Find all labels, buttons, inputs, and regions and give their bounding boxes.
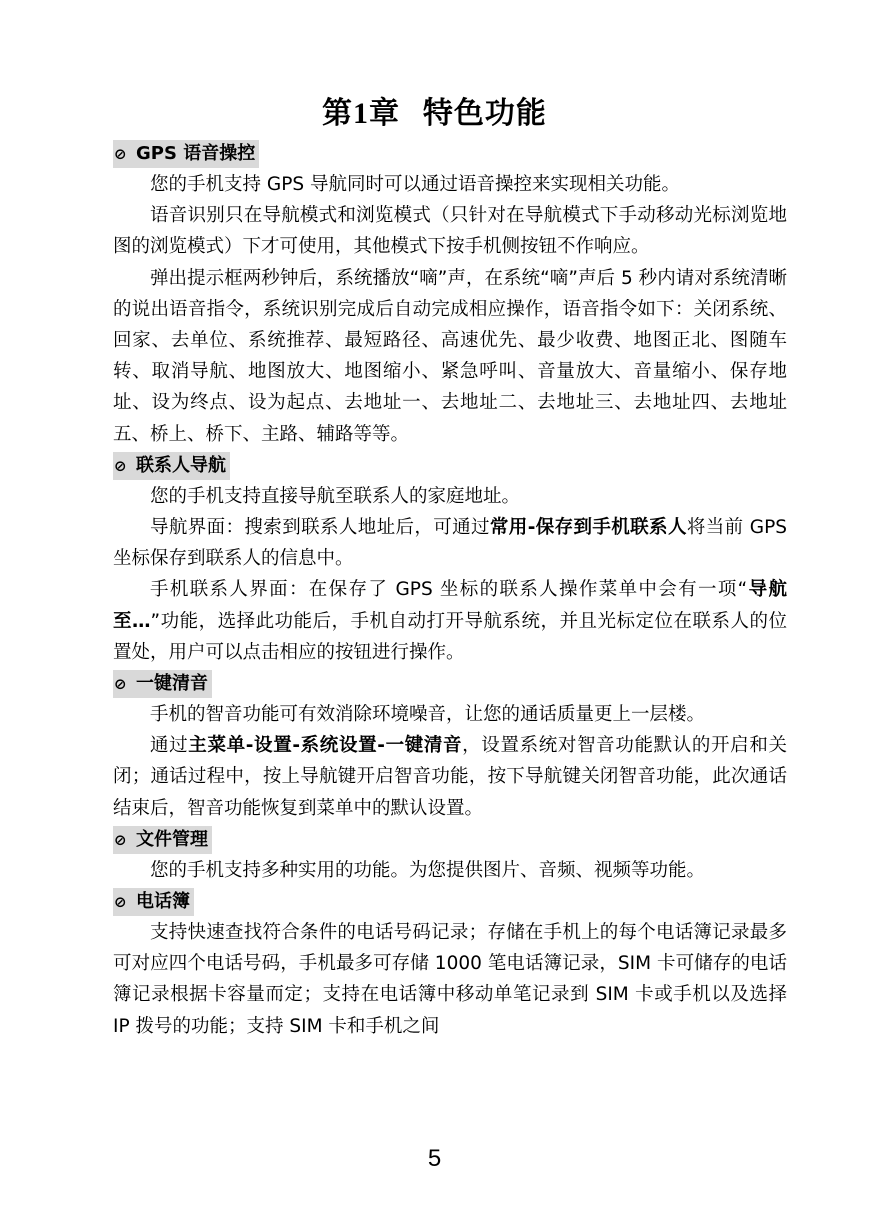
link-bullet-icon: ⊘: [114, 893, 124, 912]
chapter-suffix: 章 特色功能: [369, 96, 547, 131]
paragraph: 您的手机支持 GPS 导航同时可以通过语音操控来实现相关功能。: [150, 174, 680, 195]
paragraph: 语音识别只在导航模式和浏览模式（只针对在导航模式下手动移动光标浏览地图的浏览模式）下才可使用，其他模式下按手机侧按钮不作响应。: [113, 205, 787, 258]
page-number: 5: [427, 1145, 442, 1172]
section-heading-file-management: ⊘ 文件管理: [113, 826, 212, 854]
section-heading-gps-voice: ⊘ GPS 语音操控: [113, 140, 259, 168]
chapter-title: [0, 92, 869, 136]
link-bullet-icon: ⊘: [114, 675, 124, 694]
paragraph: 支持快速查找符合条件的电话号码记录；存储在手机上的每个电话簿记录最多可对应四个电话号码，手机最多可存储 1000 笔电话簿记录，SIM 卡可储存的电话簿记录根据卡容量而定；支持在电话簿中移动单笔记录到 SIM 卡或手机以及选择 IP 拨号的功能；支持 SIM 卡和手机之间: [113, 922, 787, 1037]
section-heading-noise-cancel: ⊘ 一键清音: [113, 670, 212, 698]
paragraph: 导航界面：搜索到联系人地址后，可通过常用-保存到手机联系人将当前 GPS 坐标保存到联系人的信息中。: [113, 517, 787, 570]
paragraph: 弹出提示框两秒钟后，系统播放“嘀”声，在系统“嘀”声后 5 秒内请对系统清晰的说出语音指令，系统识别完成后自动完成相应操作，语音指令如下：关闭系统、回家、去单位、系统推荐、最短路径、高速优先、最少收费、地图正北、图随车转、取消导航、地图放大、地图缩小、紧急呼叫、音量放大、音量缩小、保存地址、设为终点、设为起点、去地址一、去地址二、去地址三、去地址四、去地址五、桥上、桥下、主路、辅路等等。: [113, 267, 787, 445]
paragraph: 您的手机支持多种实用的功能。为您提供图片、音频、视频等功能。: [150, 859, 706, 881]
link-bullet-icon: ⊘: [114, 456, 124, 475]
page-content: [113, 138, 787, 1042]
link-bullet-icon: ⊘: [114, 830, 124, 849]
chapter-prefix: 第: [322, 96, 354, 131]
menu-path: 常用-保存到手机联系人: [489, 517, 687, 539]
menu-option: 导航至…: [113, 579, 787, 632]
menu-path: 主菜单-设置-系统设置-一键清音: [188, 735, 463, 757]
section-heading-phonebook: ⊘ 电话簿: [113, 888, 194, 916]
link-bullet-icon: ⊘: [114, 145, 124, 163]
paragraph: 手机联系人界面：在保存了 GPS 坐标的联系人操作菜单中会有一项“导航至…”功能，选择此功能后，手机自动打开导航系统，并且光标定位在联系人的位置处，用户可以点击相应的按钮进行操作。: [113, 579, 787, 663]
chapter-number: 1: [353, 97, 370, 130]
section-heading-contact-navigation: ⊘ 联系人导航: [113, 452, 230, 480]
paragraph: 通过主菜单-设置-系统设置-一键清音，设置系统对智音功能默认的开启和关闭；通话过程中，按上导航键开启智音功能，按下导航键关闭智音功能，此次通话结束后，智音功能恢复到菜单中的默认设置。: [113, 735, 787, 819]
paragraph: 手机的智音功能可有效消除环境噪音，让您的通话质量更上一层楼。: [150, 704, 706, 726]
paragraph: 您的手机支持直接导航至联系人的家庭地址。: [150, 485, 521, 507]
